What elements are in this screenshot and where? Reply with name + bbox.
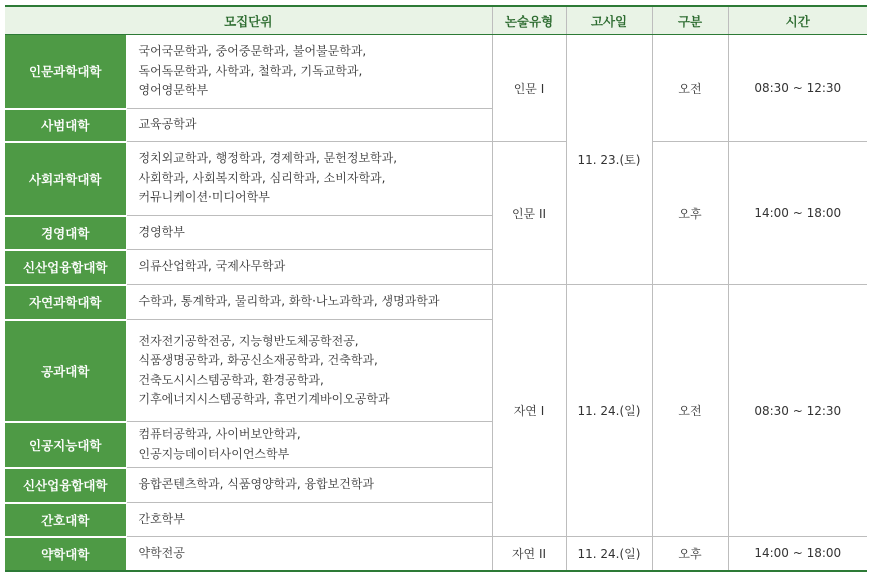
college-cell: 사범대학 (5, 109, 126, 142)
time-cell: 14:00 ~ 18:00 (728, 537, 867, 571)
college-cell: 자연과학대학 (5, 285, 126, 320)
dept-cell (126, 537, 492, 571)
date-cell: 11. 23.(토) (566, 35, 652, 285)
dept-cell (126, 503, 492, 537)
header-session: 구분 (652, 6, 728, 35)
type-cell: 자연 I (492, 285, 566, 537)
dept-line: 독어독문학과, 사학과, 철학과, 기독교학과, (138, 63, 363, 78)
date-cell: 11. 24.(일) (566, 537, 652, 571)
dept-line: 식품생명공학과, 화공신소재공학과, 건축학과, (138, 353, 378, 367)
table-row (5, 285, 867, 320)
college-cell: 인공지능대학 (5, 422, 126, 468)
header-unit: 모집단위 (5, 6, 492, 35)
dept-line: 컴퓨터공학과, 사이버보안학과, (138, 427, 301, 441)
dept-line: 인공지능데이터사이언스학부 (138, 446, 290, 461)
dept-line: 커뮤니케이션·미디어학부 (138, 190, 270, 205)
session-cell: 오전 (652, 35, 728, 142)
college-cell: 공과대학 (5, 320, 126, 422)
dept-line: 경영학부 (138, 224, 185, 239)
exam-schedule-table-wrapper (5, 5, 867, 572)
dept-line: 사회학과, 사회복지학과, 심리학과, 소비자학과, (138, 170, 386, 185)
dept-cell (126, 285, 492, 320)
dept-line: 건축도시시스템공학과, 환경공학과, (138, 372, 324, 387)
dept-cell (126, 109, 492, 142)
dept-line: 정치외교학과, 행정학과, 경제학과, 문헌정보학과, (138, 151, 398, 166)
dept-line: 국어국문학과, 중어중문학과, 불어불문학과, (138, 44, 367, 59)
table-row (5, 537, 867, 571)
type-cell: 자연 II (492, 537, 566, 571)
college-cell: 신산업융합대학 (5, 468, 126, 503)
dept-line: 영어영문학부 (138, 83, 209, 98)
exam-schedule-table (5, 5, 867, 572)
header-type: 논술유형 (492, 6, 566, 35)
header-row (5, 6, 867, 35)
type-cell: 인문 I (492, 35, 566, 142)
dept-line: 간호학부 (138, 511, 185, 526)
header-time: 시간 (728, 6, 867, 35)
time-cell: 14:00 ~ 18:00 (728, 142, 867, 285)
session-cell: 오전 (652, 285, 728, 537)
college-cell: 사회과학대학 (5, 142, 126, 216)
dept-line: 융합콘텐츠학과, 식품영양학과, 융합보건학과 (138, 477, 375, 492)
college-cell: 인문과학대학 (5, 35, 126, 109)
time-cell: 08:30 ~ 12:30 (728, 35, 867, 142)
dept-line: 교육공학과 (138, 117, 197, 132)
college-cell: 약학대학 (5, 537, 126, 571)
dept-line: 약학전공 (138, 545, 185, 560)
date-cell: 11. 24.(일) (566, 285, 652, 537)
dept-line: 전자전기공학전공, 지능형반도체공학전공, (138, 333, 359, 348)
session-cell: 오후 (652, 537, 728, 571)
session-cell: 오후 (652, 142, 728, 285)
table-row (5, 142, 867, 216)
dept-cell (126, 250, 492, 285)
dept-cell (126, 216, 492, 250)
dept-cell (126, 468, 492, 503)
type-cell: 인문 II (492, 142, 566, 285)
dept-line: 기후에너지시스템공학과, 휴먼기계바이오공학과 (138, 392, 390, 406)
dept-cell (126, 422, 492, 468)
college-cell: 신산업융합대학 (5, 250, 126, 285)
dept-line: 의류산업학과, 국제사무학과 (138, 259, 286, 274)
dept-cell (126, 35, 492, 109)
time-cell: 08:30 ~ 12:30 (728, 285, 867, 537)
dept-cell (126, 320, 492, 422)
college-cell: 간호대학 (5, 503, 126, 537)
table-row (5, 35, 867, 109)
header-date: 고사일 (566, 6, 652, 35)
dept-line: 수학과, 통계학과, 물리학과, 화학·나노과학과, 생명과학과 (138, 294, 440, 309)
college-cell: 경영대학 (5, 216, 126, 250)
dept-cell (126, 142, 492, 216)
